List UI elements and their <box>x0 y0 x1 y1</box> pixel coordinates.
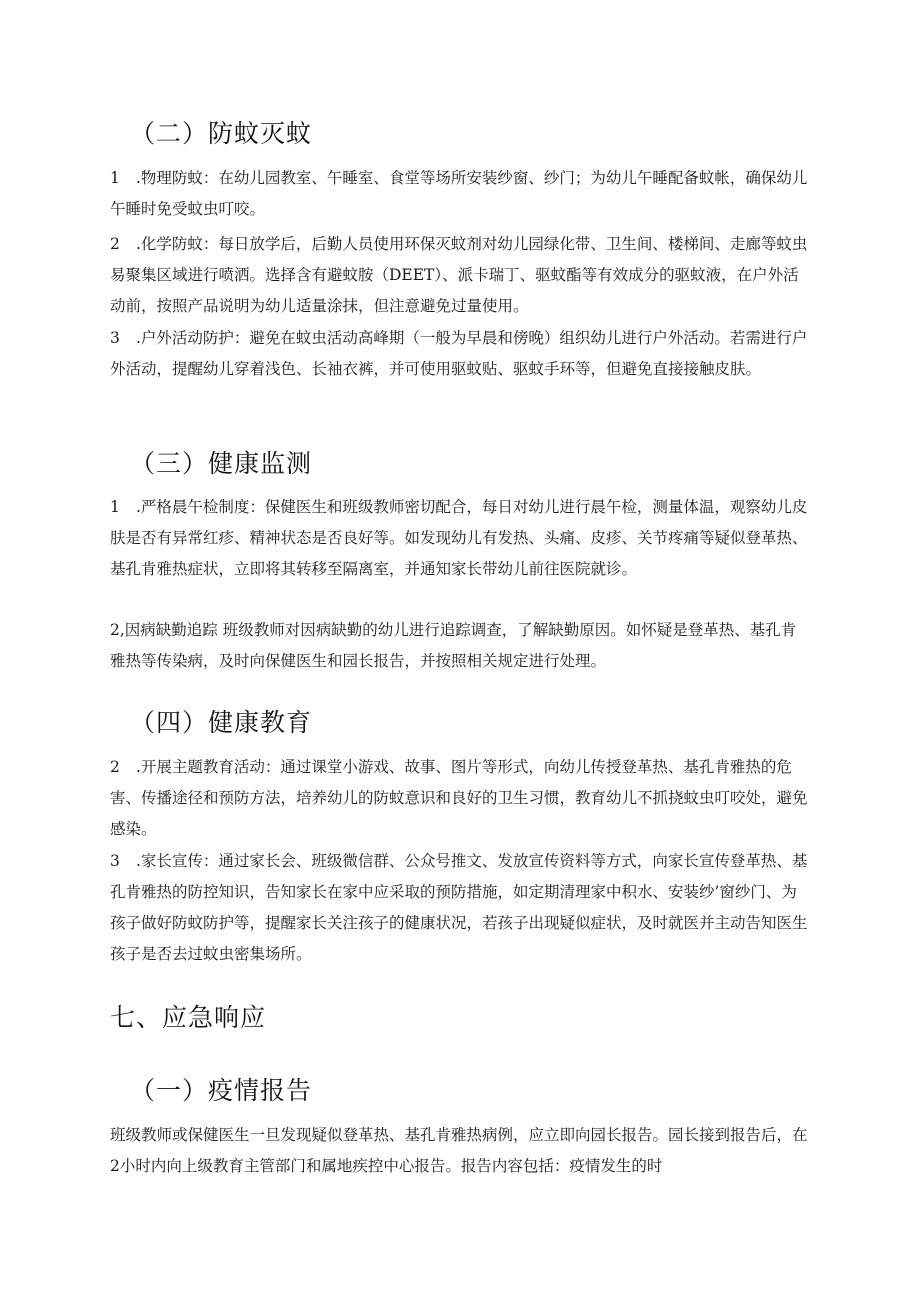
item-number: 3 <box>110 329 120 347</box>
section-heading: （四）健康教育 <box>130 708 313 737</box>
item-text: .开展主题教育活动：通过课堂小游戏、故事、图片等形式，向幼儿传授登革热、基孔肯雅热的危害、传播途径和预防方法，培养幼儿的防蚊意识和良好的卫生习惯，教育幼儿不抓挠蚊虫叮咬处，避免感染。 <box>110 758 808 838</box>
list-item <box>110 323 810 385</box>
chapter-heading: 七、应急响应 <box>110 1003 267 1032</box>
list-item <box>110 163 810 225</box>
item-number: 1 <box>110 498 120 516</box>
list-item <box>110 492 810 585</box>
section-heading: （一）疫情报告 <box>130 1076 313 1105</box>
item-text: .物理防蚊：在幼儿园教室、午睡室、食堂等场所安装纱窗、纱门；为幼儿午睡配备蚊帐，确保幼儿午睡时免受蚊虫叮咬。 <box>110 169 808 218</box>
item-number: 2 <box>110 758 120 776</box>
item-text: .化学防蚊：每日放学后，后勤人员使用环保灭蚊剂对幼儿园绿化带、卫生间、楼梯间、走廊等蚊虫易聚集区域进行喷洒。选择含有避蚊胺（DEET）、派卡瑞丁、驱蚊酯等有效成分的驱蚊液，在户外活动前，按照产品说明为幼儿适量涂抹，但注意避免过量使用。 <box>110 235 808 315</box>
item-number: 2 <box>110 235 120 253</box>
item-text: .家长宣传：通过家长会、班级微信群、公众号推文、发放宣传资料等方式，向家长宣传登革热、基孔肯雅热的防控知识，告知家长在家中应采取的预防措施，如定期清理家中积水、安装纱’窗纱门、为孩子做好防蚊防护等，提醒家长关注孩子的健康状况，若孩子出现疑似症状，及时就医并主动告知医生孩子是否去过蚊虫密集场所。 <box>110 852 808 963</box>
item-text: .严格晨午检制度：保健医生和班级教师密切配合，每日对幼儿进行晨午检，测量体温，观察幼儿皮肤是否有异常红疹、精神状态是否良好等。如发现幼儿有发热、头痛、皮疹、关节疼痛等疑似登革热、基孔肯雅热症状，立即将其转移至隔离室，并通知家长带幼儿前往医院就诊。 <box>110 498 808 578</box>
item-text: .户外活动防护：避免在蚊虫活动高峰期（一般为早晨和傍晚）组织幼儿进行户外活动。若需进行户外活动，提醒幼儿穿着浅色、长袖衣裤，并可使用驱蚊贴、驱蚊手环等，但避免直接接触皮肤。 <box>110 329 808 378</box>
list-item <box>110 615 810 677</box>
list-item <box>110 752 810 845</box>
section-heading: （三）健康监测 <box>130 449 313 478</box>
item-number: 3 <box>110 852 120 870</box>
item-number: 1 <box>110 169 120 187</box>
list-item <box>110 229 810 322</box>
list-item <box>110 846 810 970</box>
item-text: 2,因病缺勤追踪 班级教师对因病缺勤的幼儿进行追踪调查，了解缺勤原因。如怀疑是登革热、基孔肯雅热等传染病，及时向保健医生和园长报告，并按照相关规定进行处理。 <box>110 621 797 670</box>
body-paragraph: 班级教师或保健医生一旦发现疑似登革热、基孔肯雅热病例，应立即向园长报告。园长接到报告后，在2小时内向上级教育主管部门和属地疾控中心报告。报告内容包括：疫情发生的时 <box>110 1126 808 1175</box>
section-heading: （二）防蚊灭蚊 <box>130 119 313 148</box>
